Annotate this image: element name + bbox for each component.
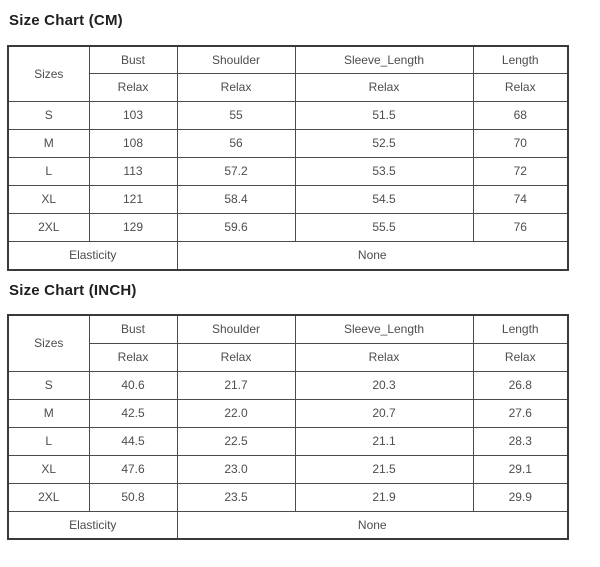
measurement-value-cell: 47.6 xyxy=(89,455,177,483)
measurement-value-cell: 54.5 xyxy=(295,186,473,214)
header-row-fit xyxy=(8,74,568,102)
measurement-value-cell: 59.6 xyxy=(177,214,295,242)
measurement-value-cell: 20.3 xyxy=(295,371,473,399)
measurement-value-cell: 21.9 xyxy=(295,483,473,511)
fit-header-cell: Relax xyxy=(473,343,568,371)
measurement-value-cell: 53.5 xyxy=(295,158,473,186)
measurement-header-cell: Bust xyxy=(89,46,177,74)
measurement-header-cell: Shoulder xyxy=(177,46,295,74)
elasticity-row xyxy=(8,242,568,270)
header-row-fit xyxy=(8,343,568,371)
measurement-header-cell: Length xyxy=(473,315,568,343)
size-label-cell: XL xyxy=(8,455,89,483)
measurement-value-cell: 70 xyxy=(473,130,568,158)
header-row-measurements xyxy=(8,315,568,343)
header-row-measurements xyxy=(8,46,568,74)
sizes-header-cell: Sizes xyxy=(8,315,89,371)
measurement-value-cell: 44.5 xyxy=(89,427,177,455)
measurement-value-cell: 55 xyxy=(177,102,295,130)
size-row-m xyxy=(8,399,568,427)
measurement-value-cell: 108 xyxy=(89,130,177,158)
size-row-l xyxy=(8,158,568,186)
measurement-value-cell: 72 xyxy=(473,158,568,186)
size-row-xl xyxy=(8,455,568,483)
measurement-value-cell: 58.4 xyxy=(177,186,295,214)
measurement-value-cell: 68 xyxy=(473,102,568,130)
size-row-2xl xyxy=(8,214,568,242)
measurement-value-cell: 27.6 xyxy=(473,399,568,427)
size-chart-inch-title: Size Chart (INCH) xyxy=(9,281,137,299)
size-label-cell: S xyxy=(8,102,89,130)
measurement-value-cell: 113 xyxy=(89,158,177,186)
measurement-value-cell: 76 xyxy=(473,214,568,242)
size-label-cell: M xyxy=(8,399,89,427)
measurement-value-cell: 50.8 xyxy=(89,483,177,511)
size-row-s xyxy=(8,102,568,130)
measurement-value-cell: 52.5 xyxy=(295,130,473,158)
measurement-value-cell: 29.1 xyxy=(473,455,568,483)
measurement-value-cell: 22.5 xyxy=(177,427,295,455)
measurement-value-cell: 20.7 xyxy=(295,399,473,427)
measurement-value-cell: 40.6 xyxy=(89,371,177,399)
size-row-m xyxy=(8,130,568,158)
fit-header-cell: Relax xyxy=(89,74,177,102)
size-row-xl xyxy=(8,186,568,214)
size-chart-inch-section xyxy=(7,283,600,541)
elasticity-row xyxy=(8,511,568,539)
fit-header-cell: Relax xyxy=(177,74,295,102)
measurement-value-cell: 55.5 xyxy=(295,214,473,242)
measurement-value-cell: 22.0 xyxy=(177,399,295,427)
measurement-header-cell: Sleeve_Length xyxy=(295,315,473,343)
elasticity-label-cell: Elasticity xyxy=(8,511,177,539)
measurement-value-cell: 29.9 xyxy=(473,483,568,511)
measurement-value-cell: 74 xyxy=(473,186,568,214)
size-chart-cm-table xyxy=(7,45,569,271)
measurement-value-cell: 21.5 xyxy=(295,455,473,483)
elasticity-value-cell: None xyxy=(177,242,568,270)
measurement-value-cell: 23.5 xyxy=(177,483,295,511)
measurement-value-cell: 129 xyxy=(89,214,177,242)
measurement-header-cell: Sleeve_Length xyxy=(295,46,473,74)
measurement-value-cell: 56 xyxy=(177,130,295,158)
measurement-value-cell: 21.7 xyxy=(177,371,295,399)
measurement-value-cell: 26.8 xyxy=(473,371,568,399)
measurement-value-cell: 121 xyxy=(89,186,177,214)
size-chart-cm-title: Size Chart (CM) xyxy=(9,12,123,29)
measurement-value-cell: 51.5 xyxy=(295,102,473,130)
fit-header-cell: Relax xyxy=(177,343,295,371)
size-label-cell: L xyxy=(8,427,89,455)
size-label-cell: S xyxy=(8,371,89,399)
measurement-header-cell: Length xyxy=(473,46,568,74)
size-row-l xyxy=(8,427,568,455)
measurement-header-cell: Bust xyxy=(89,315,177,343)
measurement-value-cell: 57.2 xyxy=(177,158,295,186)
size-label-cell: XL xyxy=(8,186,89,214)
elasticity-label-cell: Elasticity xyxy=(8,242,177,270)
fit-header-cell: Relax xyxy=(295,343,473,371)
measurement-value-cell: 28.3 xyxy=(473,427,568,455)
size-row-s xyxy=(8,371,568,399)
size-label-cell: 2XL xyxy=(8,214,89,242)
measurement-value-cell: 23.0 xyxy=(177,455,295,483)
fit-header-cell: Relax xyxy=(295,74,473,102)
size-row-2xl xyxy=(8,483,568,511)
sizes-header-cell: Sizes xyxy=(8,46,89,102)
measurement-value-cell: 21.1 xyxy=(295,427,473,455)
size-label-cell: 2XL xyxy=(8,483,89,511)
measurement-value-cell: 42.5 xyxy=(89,399,177,427)
size-label-cell: M xyxy=(8,130,89,158)
size-chart-cm-section xyxy=(7,13,600,271)
fit-header-cell: Relax xyxy=(473,74,568,102)
elasticity-value-cell: None xyxy=(177,511,568,539)
fit-header-cell: Relax xyxy=(89,343,177,371)
measurement-value-cell: 103 xyxy=(89,102,177,130)
size-chart-inch-table xyxy=(7,314,569,540)
size-label-cell: L xyxy=(8,158,89,186)
measurement-header-cell: Shoulder xyxy=(177,315,295,343)
